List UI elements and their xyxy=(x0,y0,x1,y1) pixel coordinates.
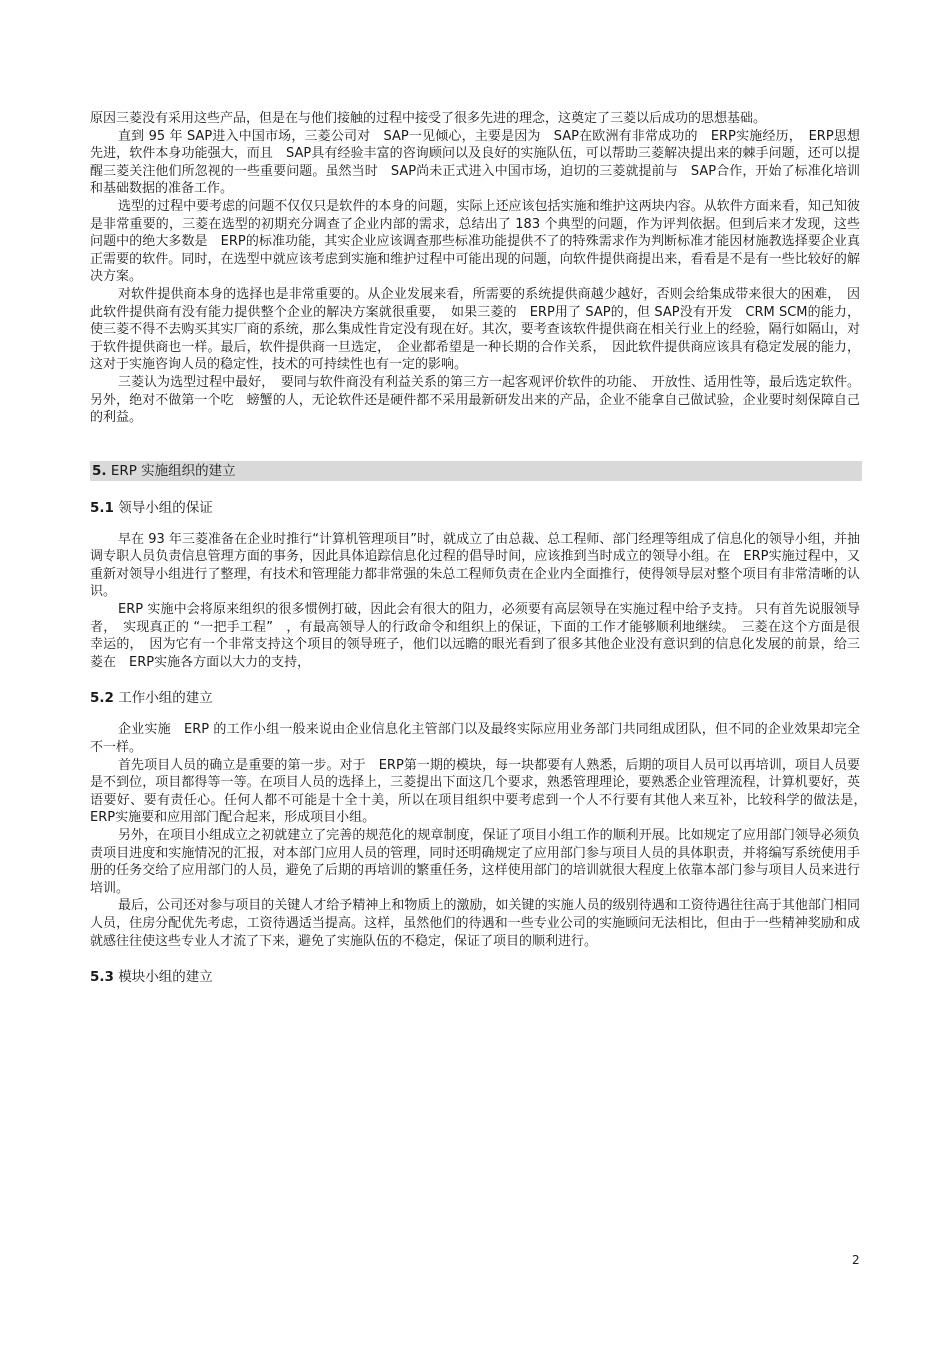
section-5-2-number: 5.2 xyxy=(90,690,114,707)
intro-paragraph-3: 选型的过程中要考虑的问题不仅仅只是软件的本身的问题，实际上还应该包括实施和维护这两块内容。从软件方面来看，知己知彼是非常重要的，三菱在选型的初期充分调查了企业内部的需求，总结出了 183 个典型的问题，作为评判依据。但到后来才发现，这些问题中的绝大多数是 ERP的标准功能，其实企业应该调查那些标准功能提供不了的特殊需求作为判断标准才能因材施教选择要企业真正需要的软件。同时，在选型中就应该考虑到实施和维护过程中可能出现的问题，向软件提供商提出来，看看是不是有一些比较好的解决方案。 xyxy=(90,198,860,285)
page-number: 2 xyxy=(852,1253,860,1267)
section-5-2-paragraph-2: 首先项目人员的确立是重要的第一步。对于 ERP第一期的模块，每一块都要有人熟悉，后期的项目人员可以再培训，项目人员要是不到位，项目都得等一等。在项目人员的选择上，三菱提出下面这几个要求，熟悉管理理论，要熟悉企业管理流程，计算机要好，英语要好、要有责任心。任何人都不可能是十全十美，所以在项目组织中要考虑到一个人不行要有其他人来互补，比较科学的做法是， ERP实施要和应用部门配合起来，形成项目小组。 xyxy=(90,757,874,826)
section-5-3-title: 模块小组的建立 xyxy=(118,969,213,986)
section-5-1-heading xyxy=(90,499,860,517)
intro-paragraph-4: 对软件提供商本身的选择也是非常重要的。从企业发展来看，所需要的系统提供商越少越好，否则会给集成带来很大的困难， 因此软件提供商有没有能力提供整个企业的解决方案就很重要， 如果三菱的 ERP用了 SAP的，但 SAP没有开发 CRM SCM的能力，使三菱不得不去购买其实厂商的系统，那么集成性肯定没有现在好。其次，要考查该软件提供商在相关行业上的经验，隔行如隔山，对于软件提供商也一样。最后，软件提供商一旦选定， 企业都希望是一种长期的合作关系， 因此软件提供商应该具有稳定发展的能力，这对于实施咨询人员的稳定性，技术的可持续性也有一定的影响。 xyxy=(90,286,860,373)
section-5-1-paragraph-2: ERP 实施中会将原来组织的很多惯例打破，因此会有很大的阻力，必须要有高层领导在实施过程中给予支持。 只有首先说服领导者， 实现真正的 “一把手工程” ，有最高领导人的行政命令和组织上的保证，下面的工作才能够顺利地继续。 三菱在这个方面是很幸运的， 因为它有一个非常支持这个项目的领导班子，他们以远瞻的眼光看到了很多其他企业没有意识到的信息化发展的前景，给三菱在 ERP实施各方面以大力的支持， xyxy=(90,602,860,670)
section-5-title: ERP 实施组织的建立 xyxy=(110,462,236,479)
section-5-3-number: 5.3 xyxy=(90,969,114,986)
section-5-1-paragraph-1: 早在 93 年三菱准备在企业时推行“计算机管理项目”时，就成立了由总裁、总工程师、部门经理等组成了信息化的领导小组，并抽调专职人员负责信息管理方面的事务，因此具体追踪信息化过程的倡导时间，应该推到当时成立的领导小组。在 ERP实施过程中，又重新对领导小组进行了整理，有技术和管理能力都非常强的朱总工程师负责在企业内全面推行，使得领导层对整个项目有非常清晰的认识。 xyxy=(90,531,860,600)
section-5-2-title: 工作小组的建立 xyxy=(118,690,213,707)
section-5-1-number: 5.1 xyxy=(90,499,114,516)
section-5-1-title: 领导小组的保证 xyxy=(118,499,213,516)
intro-paragraph-2: 直到 95 年 SAP进入中国市场，三菱公司对 SAP一见倾心，主要是因为 SAP在欧洲有非常成功的 ERP实施经历， ERP思想先进，软件本身功能强大，而且 SAP具有经验丰富的咨询顾问以及良好的实施队伍，可以帮助三菱解决提出来的棘手问题，还可以提醒三菱关注他们所忽视的一些重要问题。虽然当时 SAP尚未正式进入中国市场，迫切的三菱就提前与 SAP合作，开始了标准化培训和基础数据的准备工作。 xyxy=(90,128,860,197)
section-5-3-heading xyxy=(90,968,860,986)
section-5-2-paragraph-3: 另外，在项目小组成立之初就建立了完善的规范化的规章制度，保证了项目小组工作的顺利开展。比如规定了应用部门领导必须负责项目进度和实施情况的汇报，对本部门应用人员的管理，同时还明确规定了应用部门参与项目人员的具体职责，并将编写系统使用手册的任务交给了应用部门的人员，避免了后期的再培训的繁重任务，这样使用部门的培训就很大程度上依靠本部门参与项目人员来进行培训。 xyxy=(90,828,860,896)
page-content xyxy=(90,110,874,1000)
section-5-number: 5. xyxy=(92,462,107,479)
section-5-2-heading xyxy=(90,689,860,707)
section-5-2-paragraph-4: 最后，公司还对参与项目的关键人才给予精神上和物质上的激励，如关键的实施人员的级别待遇和工资待遇往往高于其他部门相同人员，住房分配优先考虑，工资待遇适当提高。这样，虽然他们的待遇和一些专业公司的实施顾问无法相比，但由于一些精神奖励和成就感往往使这些专业人才流了下来，避免了实施队伍的不稳定，保证了项目的顺利进行。 xyxy=(90,898,860,949)
section-5-heading xyxy=(90,461,862,481)
intro-paragraph-5: 三菱认为选型过程中最好， 要同与软件商没有利益关系的第三方一起客观评价软件的功能、 开放性、适用性等，最后选定软件。另外，绝对不做第一个吃 螃蟹的人，无论软件还是硬件都不采用最新研发出来的产品，企业不能拿自己做试验，企业要时刻保障自己的利益。 xyxy=(90,374,860,426)
intro-paragraph-1: 原因三菱没有采用这些产品，但是在与他们接触的过程中接受了很多先进的理念，这奠定了三菱以后成功的思想基础。 xyxy=(90,111,767,126)
section-5-2-paragraph-1: 企业实施 ERP 的工作小组一般来说由企业信息化主管部门以及最终实际应用业务部门共同组成团队，但不同的企业效果却完全不一样。 xyxy=(90,722,860,756)
